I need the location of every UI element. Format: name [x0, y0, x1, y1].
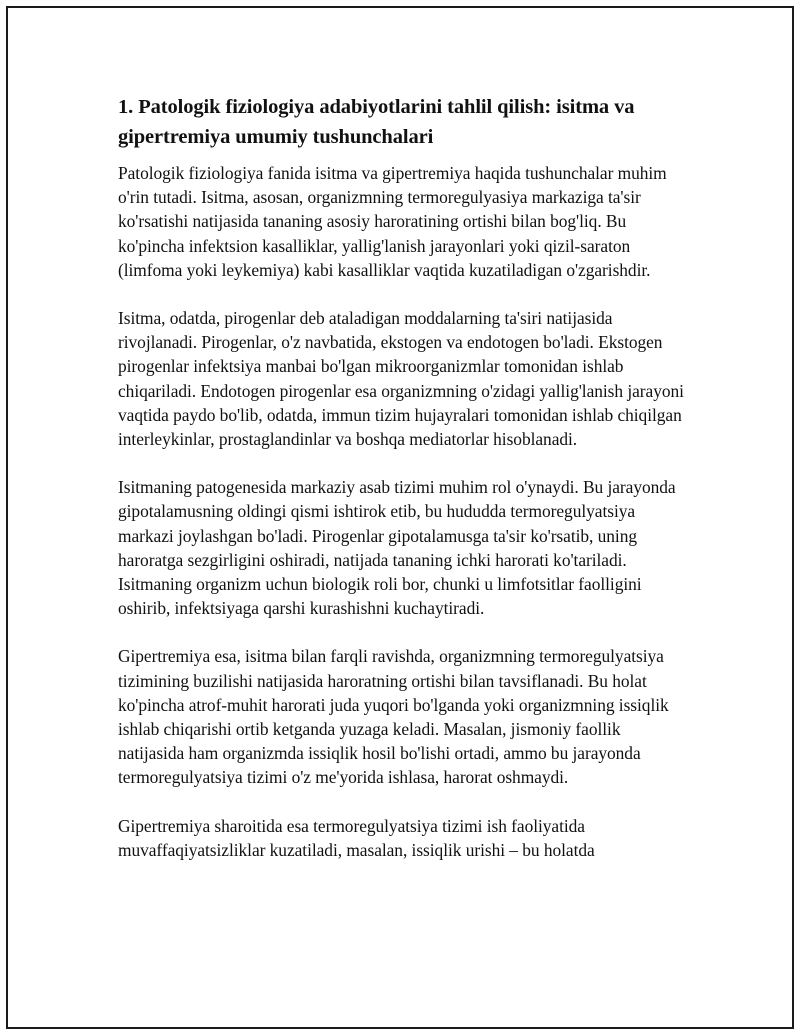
section-heading: 1. Patologik fiziologiya adabiyotlarini tahlil qilish: isitma va gipertremiya umumiy tushunchalari [118, 96, 635, 148]
paragraph: Gipertremiya esa, isitma bilan farqli ravishda, organizmning termoregulyatsiya tizimining buzilishi natijasida haroratning ortishi bilan tavsiflanadi. Bu holat ko'pincha atrof-muhit harorati juda yuqori bo'lganda yoki organizmning issiqlik ishlab chiqarishi ortib ketganda yuzaga keladi. Masalan, jismoniy faollik natijasida ham organizmda issiqlik hosil bo'lishi ortadi, ammo bu jarayonda termoregulyatsiya tizimi o'z me'yorida ishlasa, harorat oshmaydi. [118, 646, 669, 788]
paragraph: Isitmaning patogenesida markaziy asab tizimi muhim rol o'ynaydi. Bu jarayonda gipotalamusning oldingi qismi ishtirok etib, bu hududda termoregulyatsiya markazi joylashgan bo'ladi. Pirogenlar gipotalamusga ta'sir ko'rsatib, uning haroratga sezgirligini oshiradi, natijada tananing ichki harorati ko'tariladi. Isitmaning organizm uchun biologik roli bor, chunki u limfotsitlar faolligini oshirib, infektsiyaga qarshi kurashishni kuchaytiradi. [118, 477, 676, 619]
document-body [118, 92, 688, 886]
paragraph: Patologik fiziologiya fanida isitma va gipertremiya haqida tushunchalar muhim o'rin tutadi. Isitma, asosan, organizmning termoregulyasiya markaziga ta'sir ko'rsatishi natijasida tananing asosiy haroratining ortishi bilan bog'liq. Bu ko'pincha infektsion kasalliklar, yallig'lanish jarayonlari yoki qizil-saraton (limfoma yoki leykemiya) kabi kasalliklar vaqtida kuzatiladigan o'zgarishdir. [118, 163, 667, 280]
paragraph: Isitma, odatda, pirogenlar deb ataladigan moddalarning ta'siri natijasida rivojlanadi. Pirogenlar, o'z navbatida, ekstogen va endotogen bo'ladi. Ekstogen pirogenlar infektsiya manbai bo'lgan mikroorganizmlar tomonidan ishlab chiqariladi. Endotogen pirogenlar esa organizmning o'zidagi yallig'lanish jarayoni vaqtida paydo bo'lib, odatda, immun tizim hujayralari tomonidan ishlab chiqilgan interleykinlar, prostaglandinlar va boshqa mediatorlar hisoblanadi. [118, 308, 684, 450]
paragraph: Gipertremiya sharoitida esa termoregulyatsiya tizimi ish faoliyatida muvaffaqiyatsizliklar kuzatiladi, masalan, issiqlik urishi – bu holatda [118, 815, 595, 860]
